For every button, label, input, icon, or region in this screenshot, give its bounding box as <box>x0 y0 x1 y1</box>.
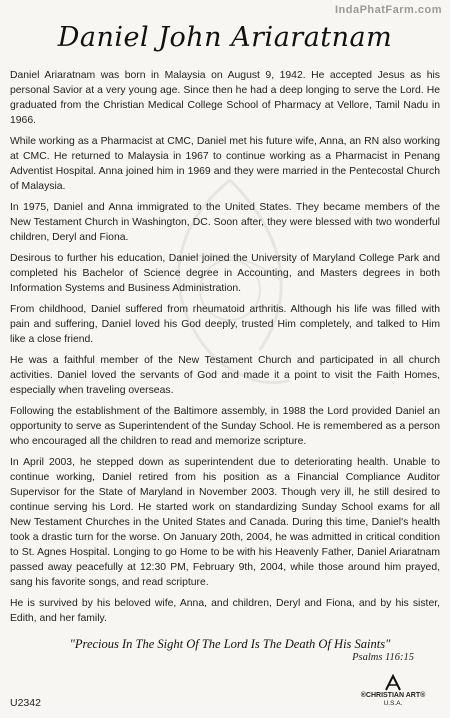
paragraph: He is survived by his beloved wife, Anna, and children, Deryl and Fiona, and by his sister, Edith, and her family. <box>10 598 440 624</box>
watermark-text: IndaPhatFarm.com <box>334 4 442 16</box>
product-code: U2342 <box>10 697 41 709</box>
paragraph: Desirous to further his education, Daniel joined the University of Maryland College Park and completed his Bachelor of Science degree in Accounting, and Masters degrees in both Information Systems and Business Administration. <box>10 253 440 294</box>
paragraph: In 1975, Daniel and Anna immigrated to the United States. They became members of the New Testament Church in Washington, DC. Soon after, they were blessed with two wonderful children, Deryl and Fiona. <box>10 202 440 243</box>
publisher-logo <box>358 674 428 708</box>
christian-art-logo-icon <box>383 674 403 692</box>
publisher-name: ®CHRISTIAN ART® <box>360 692 426 699</box>
paragraph: He was a faithful member of the New Testament Church and participated in all church activities. Daniel loved the servants of God and made it a point to visit the Faith Homes, especially when traveling overseas. <box>10 355 440 396</box>
publisher-country: U.S.A. <box>383 700 403 707</box>
scripture-reference: Psalms 116:15 <box>352 652 414 663</box>
paragraph: In April 2003, he stepped down as superintendent due to deteriorating health. Unable to continue working, Daniel retired from his position as a Financial Compliance Auditor Supervisor for the State of Maryland in November 2003. Though very ill, he still desired to continue serving his Lord. He started work on standardizing Sunday School exams for all New Testament Churches in the United States and Canada. During this time, Daniel's health took a drastic turn for the worse. On January 20th, 2004, he was admitted in critical condition to St. Agnes Hospital. Longing to go Home to be with his Heavenly Father, Daniel Ariaratnam passed away peacefully at 12:30 PM, February 9th, 2004, while those around him prayed, sang his favorite songs, and read scripture. <box>10 457 440 588</box>
paragraph: While working as a Pharmacist at CMC, Daniel met his future wife, Anna, an RN also working at CMC. He returned to Malaysia in 1967 to continue working as a Pharmacist in Penang Adventist Hospital. Anna joined him in 1969 and they were married in the Pentecostal Church of Malaysia. <box>10 136 440 192</box>
paragraph: Following the establishment of the Baltimore assembly, in 1988 the Lord provided Daniel an opportunity to serve as Superintendent of the Sunday School. He is remembered as a person who encouraged all the children to read and memorize scripture. <box>10 406 440 447</box>
scripture-quote: "Precious In The Sight Of The Lord Is The Death Of His Saints" <box>69 637 391 651</box>
paragraph: Daniel Ariaratnam was born in Malaysia on August 9, 1942. He accepted Jesus as his personal Savior at a very young age. Since then he had a deep longing to serve the Lord. He graduated from the Christian Medical College School of Pharmacy at Vellore, Tamil Nadu in 1966. <box>10 70 440 126</box>
page-title: Daniel John Ariaratnam <box>57 22 393 53</box>
paragraph: From childhood, Daniel suffered from rheumatoid arthritis. Although his life was filled with pain and suffering, Daniel loved his God deeply, trusted Him completely, and talked to Him like a close friend. <box>10 304 440 345</box>
biography-text <box>10 68 440 632</box>
